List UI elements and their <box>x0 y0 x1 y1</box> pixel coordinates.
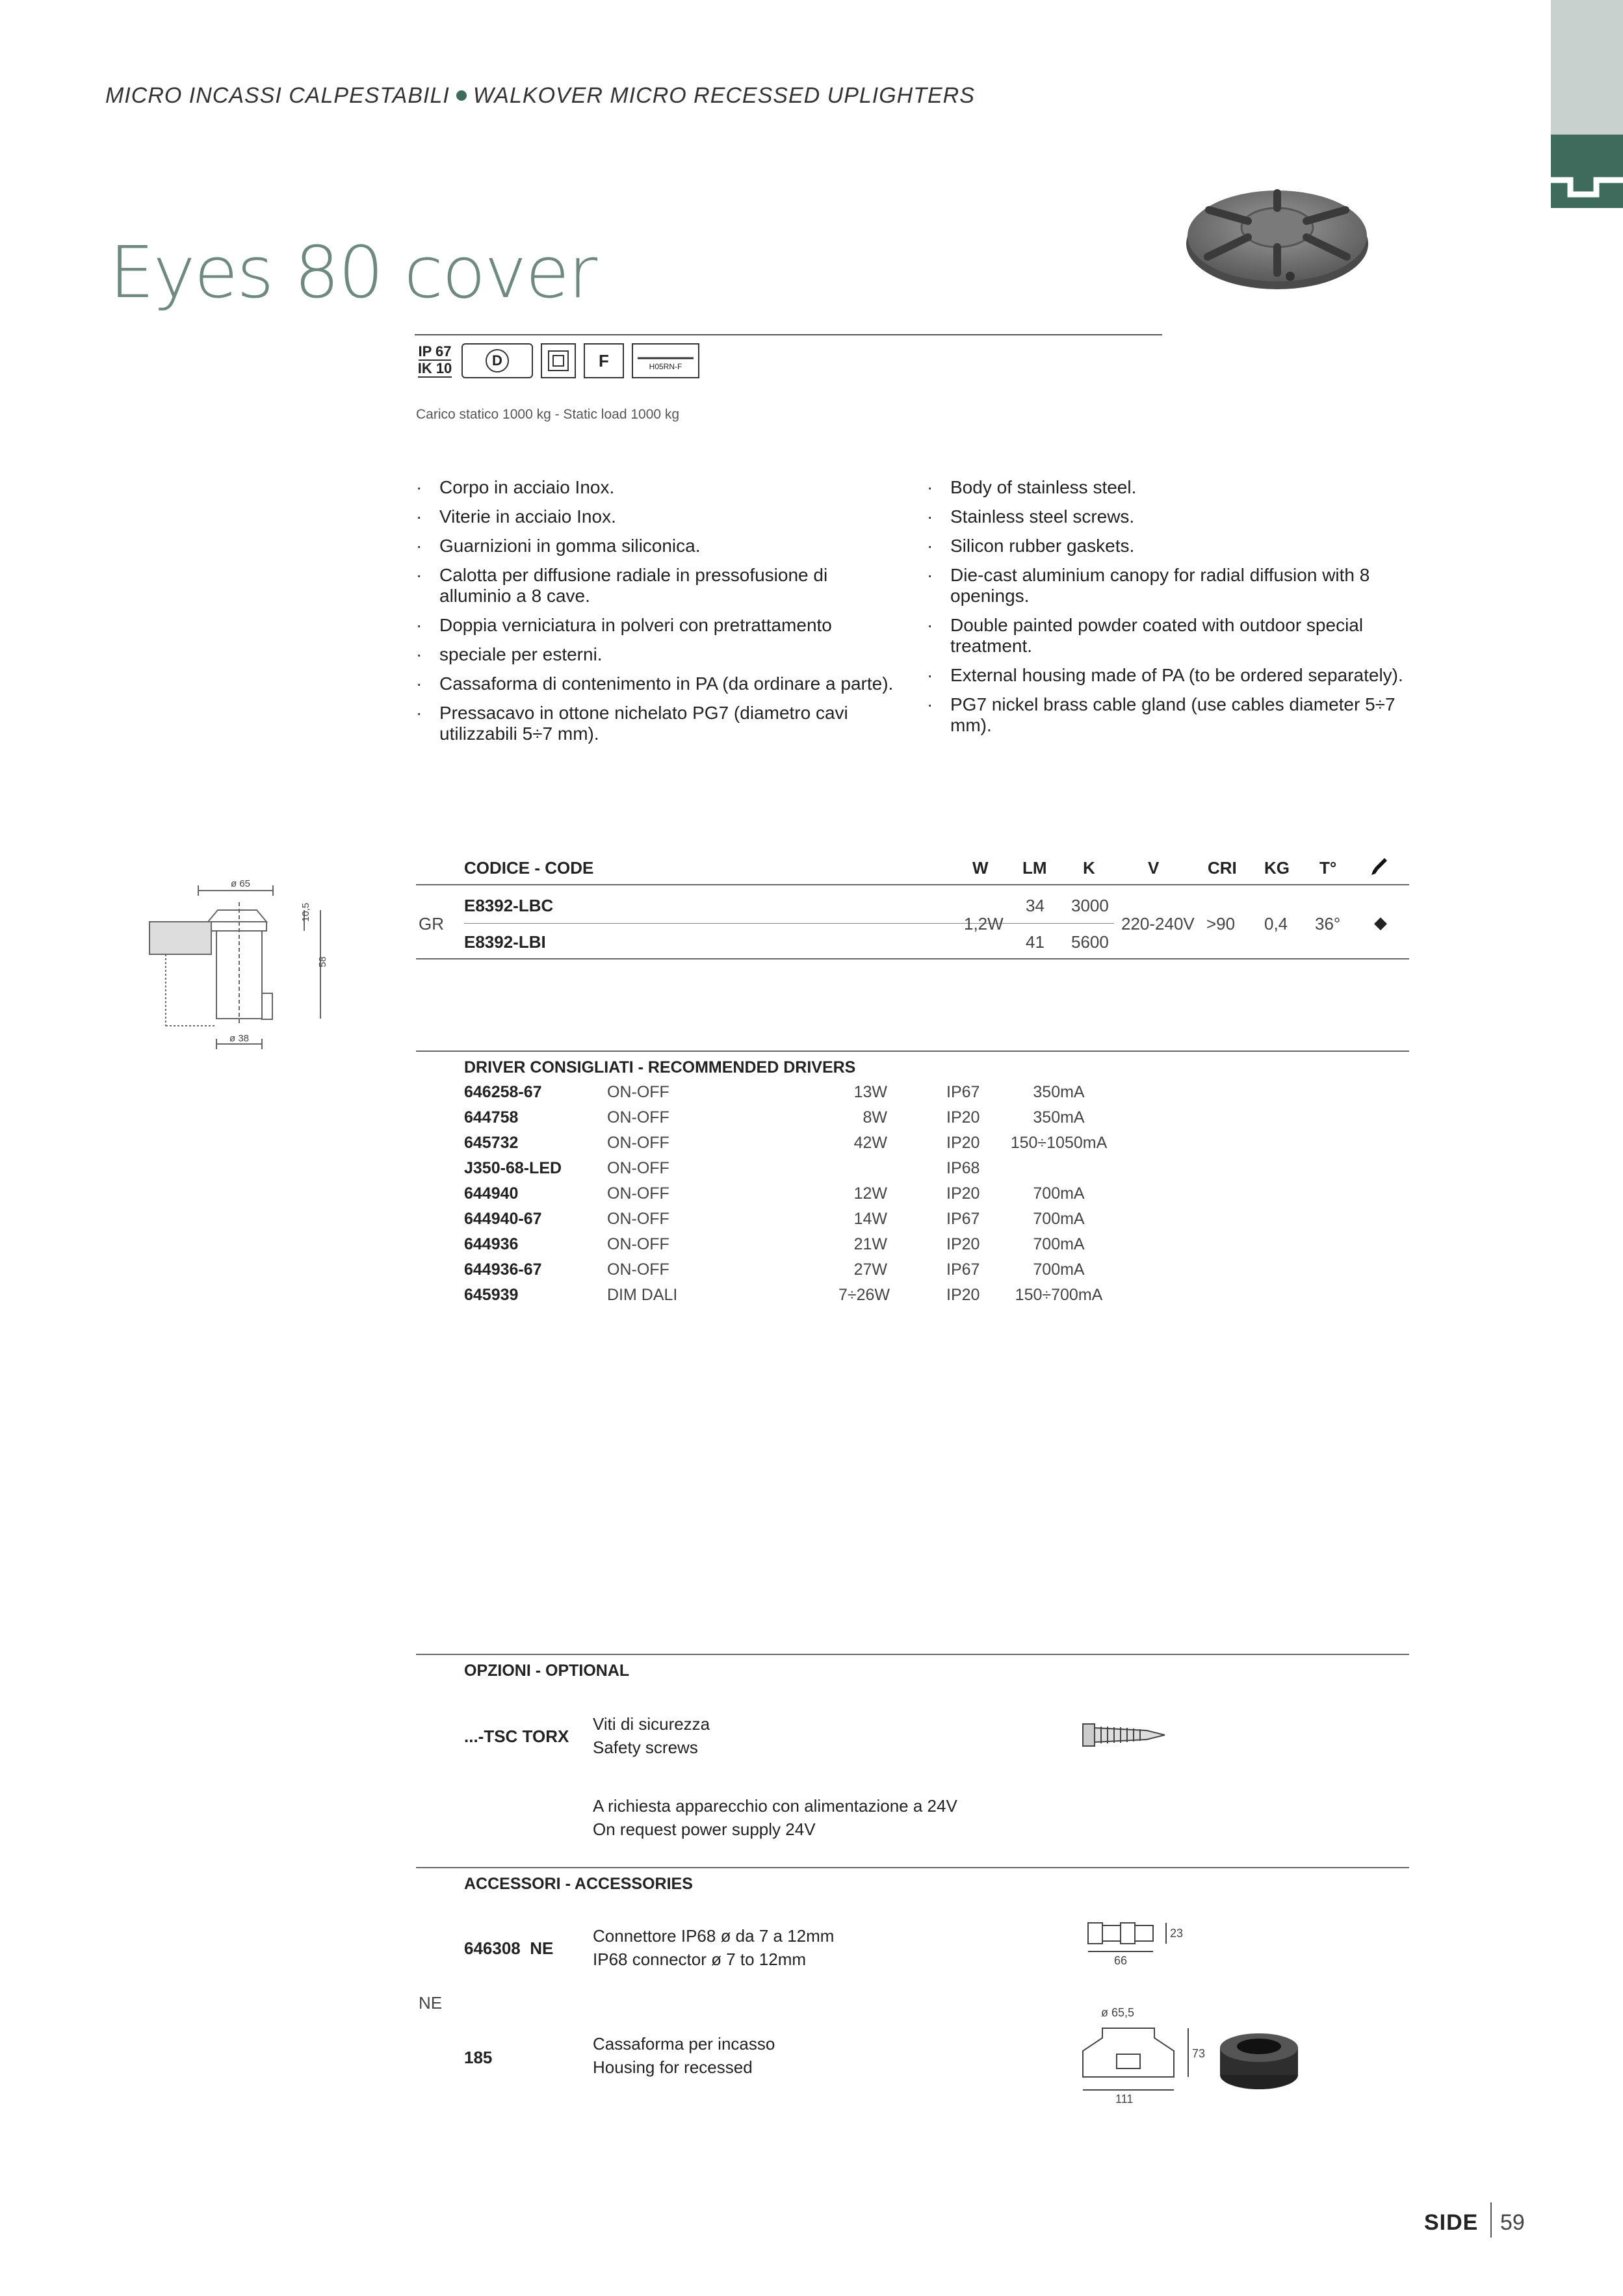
cable-icon <box>632 343 699 378</box>
driver-type: ON-OFF <box>607 1260 669 1279</box>
driver-code: 644940 <box>464 1184 519 1203</box>
th-lm: LM <box>1022 858 1047 878</box>
driver-w: 12W <box>853 1184 887 1203</box>
driver-type: ON-OFF <box>607 1235 669 1253</box>
driver-ip: IP67 <box>946 1083 980 1101</box>
footer-divider <box>1490 2202 1492 2237</box>
request-it: A richiesta apparecchio con alimentazione a 24V <box>593 1796 957 1816</box>
feature-item: · Die-cast aluminium canopy for radial diffusion with 8 openings. <box>927 565 1421 607</box>
th-w: W <box>972 858 989 878</box>
cell-kg: 0,4 <box>1264 914 1288 933</box>
driver-ma: 700mA <box>1033 1184 1085 1203</box>
tsc-en: Safety screws <box>593 1738 698 1757</box>
feature-item: · Body of stainless steel. <box>927 477 1421 498</box>
drivers-rule <box>416 1050 1409 1052</box>
cell-t: 36° <box>1315 914 1341 933</box>
housing-dim-w: 111 <box>1115 2093 1134 2106</box>
driver-code: 645939 <box>464 1286 519 1304</box>
driver-code: 644940-67 <box>464 1210 542 1228</box>
connector-it: Connettore IP68 ø da 7 a 12mm <box>593 1926 835 1946</box>
feature-item: · External housing made of PA (to be ordered separately). <box>927 665 1421 686</box>
connector-en: IP68 connector ø 7 to 12mm <box>593 1950 807 1969</box>
driver-row <box>464 1134 1179 1158</box>
th-k: K <box>1083 858 1095 878</box>
driver-w: 8W <box>863 1108 887 1127</box>
th-cri: CRI <box>1208 858 1237 878</box>
cable-line-icon <box>636 350 695 362</box>
th-t: T° <box>1319 858 1337 878</box>
cell-lm-lbc: 34 <box>1026 896 1045 915</box>
drawing-dim-top: ø 65 <box>231 878 251 889</box>
row-divider <box>464 923 1114 924</box>
feature-item: · Double painted powder coated with outdoor special treatment. <box>927 615 1421 657</box>
driver-row <box>464 1260 1179 1285</box>
connector-code <box>464 1938 553 1959</box>
driver-code: 644936-67 <box>464 1260 542 1279</box>
connector-drawing <box>1085 1918 1183 1970</box>
driver-w: 14W <box>853 1210 887 1228</box>
feature-item: · PG7 nickel brass cable gland (use cables diameter 5÷7 mm). <box>927 694 1421 736</box>
walkover-icon <box>1551 135 1623 208</box>
driver-row <box>464 1184 1179 1209</box>
driver-row <box>464 1210 1179 1234</box>
ip-rating: IP 67 <box>418 343 452 359</box>
accessories-rule <box>416 1867 1409 1868</box>
housing-en: Housing for recessed <box>593 2057 753 2077</box>
connector-dim-h: 23 <box>1170 1927 1183 1940</box>
driver-code: 646258-67 <box>464 1083 542 1101</box>
driver-type: ON-OFF <box>607 1108 669 1127</box>
housing-photo <box>1217 2022 1301 2093</box>
d-label: D <box>486 349 509 372</box>
feature-item: · Stainless steel screws. <box>927 506 1421 527</box>
driver-ma: 150÷700mA <box>1015 1286 1103 1304</box>
drivers-title: DRIVER CONSIGLIATI - RECOMMENDED DRIVERS <box>464 1058 856 1076</box>
finish-gr: GR <box>419 914 444 933</box>
driver-ip: IP20 <box>946 1286 980 1304</box>
driver-row <box>464 1235 1179 1260</box>
feature-item: · Viterie in acciaio Inox. <box>416 506 897 527</box>
driver-ip: IP20 <box>946 1184 980 1203</box>
driver-type: ON-OFF <box>607 1083 669 1101</box>
driver-ip: IP68 <box>946 1159 980 1177</box>
driver-w: 7÷26W <box>838 1286 890 1304</box>
driver-row <box>464 1286 1179 1311</box>
footer-brand: SIDE <box>1424 2210 1479 2235</box>
finish-brush-icon <box>1370 857 1388 876</box>
connector-finish: NE <box>530 1938 554 1958</box>
static-load: Carico statico 1000 kg - Static load 1000 kg <box>416 407 680 422</box>
driver-ma: 700mA <box>1033 1260 1085 1279</box>
driver-type: ON-OFF <box>607 1134 669 1152</box>
driver-row <box>464 1108 1179 1133</box>
technical-drawing <box>146 876 341 1053</box>
accessories-title: ACCESSORI - ACCESSORIES <box>464 1875 693 1893</box>
driver-ip: IP67 <box>946 1260 980 1279</box>
cell-cri: >90 <box>1206 914 1236 933</box>
th-kg: KG <box>1264 858 1290 878</box>
section-tab-icon <box>1551 135 1623 208</box>
feature-item: · speciale per esterni. <box>416 644 897 665</box>
title-rule <box>415 334 1162 335</box>
cell-v: 220-240V <box>1121 914 1195 933</box>
features-english <box>927 477 1421 744</box>
driver-ma: 150÷1050mA <box>1010 1134 1108 1152</box>
driver-type: ON-OFF <box>607 1184 669 1203</box>
header-italian: MICRO INCASSI CALPESTABILI <box>105 83 450 108</box>
ik-rating: IK 10 <box>417 360 452 376</box>
driver-code: 645732 <box>464 1134 519 1152</box>
housing-dim-d: ø 65,5 <box>1101 2006 1135 2019</box>
housing-it: Cassaforma per incasso <box>593 2034 775 2054</box>
connector-description <box>593 1924 834 1971</box>
certification-icons <box>416 343 699 382</box>
tsc-description <box>593 1712 710 1759</box>
cell-lm-lbi: 41 <box>1026 932 1045 952</box>
driver-code: 644936 <box>464 1235 519 1253</box>
driver-type: ON-OFF <box>607 1210 669 1228</box>
tsc-code: ...-TSC TORX <box>464 1727 569 1746</box>
optional-title: OPZIONI - OPTIONAL <box>464 1662 630 1680</box>
th-code: CODICE - CODE <box>464 858 594 878</box>
driver-code: 644758 <box>464 1108 519 1127</box>
driver-ip: IP20 <box>946 1235 980 1253</box>
page-header <box>105 83 975 109</box>
driver-w: 42W <box>853 1134 887 1152</box>
driver-ma: 700mA <box>1033 1235 1085 1253</box>
feature-item: · Doppia verniciatura in polveri con pretrattamento <box>416 615 897 636</box>
f-mark-icon <box>584 343 624 378</box>
features-italian <box>416 477 897 753</box>
optional-rule <box>416 1654 1409 1655</box>
table-rule-bottom <box>416 958 1409 959</box>
finish-ne: NE <box>419 1993 443 2013</box>
driver-ma: 700mA <box>1033 1210 1085 1228</box>
feature-item: · Pressacavo in ottone nichelato PG7 (diametro cavi utilizzabili 5÷7 mm). <box>416 703 897 744</box>
connector-code-num: 646308 <box>464 1938 521 1958</box>
header-english: WALKOVER MICRO RECESSED UPLIGHTERS <box>473 83 975 108</box>
page-number: 59 <box>1500 2210 1525 2235</box>
cable-label: H05RN-F <box>649 362 682 371</box>
driver-code: J350-68-LED <box>464 1159 562 1177</box>
feature-item: · Calotta per diffusione radiale in pressofusione di alluminio a 8 cave. <box>416 565 897 607</box>
drive-over-icon <box>461 343 533 378</box>
drawing-dim-bottom: ø 38 <box>229 1033 250 1044</box>
cell-w: 1,2W <box>964 914 1004 933</box>
table-rule <box>416 884 1409 885</box>
tsc-it: Viti di sicurezza <box>593 1714 710 1734</box>
torx-screw-icon <box>1082 1719 1166 1750</box>
connector-dim-w: 66 <box>1114 1954 1128 1967</box>
driver-w: 27W <box>853 1260 887 1279</box>
drawing-dim-h1: 10,5 <box>300 902 311 922</box>
drawing-dim-h2: 58 <box>317 956 328 967</box>
feature-item: · Guarnizioni in gomma siliconica. <box>416 536 897 556</box>
driver-type: DIM DALI <box>607 1286 678 1304</box>
driver-ip: IP20 <box>946 1134 980 1152</box>
driver-row <box>464 1083 1179 1108</box>
feature-item: · Corpo in acciaio Inox. <box>416 477 897 498</box>
cell-k-lbc: 3000 <box>1071 896 1109 915</box>
code-lbc: E8392-LBC <box>464 896 554 915</box>
product-photo <box>1183 159 1371 296</box>
driver-w: 21W <box>853 1235 887 1253</box>
request-note <box>593 1794 957 1841</box>
housing-description <box>593 2032 775 2079</box>
th-v: V <box>1148 858 1160 878</box>
feature-item: · Cassaforma di contenimento in PA (da ordinare a parte). <box>416 673 897 694</box>
class-ii-icon <box>541 343 576 378</box>
cell-k-lbi: 5600 <box>1071 932 1109 952</box>
driver-w: 13W <box>853 1083 887 1101</box>
housing-dim-h: 73 <box>1192 2047 1206 2060</box>
housing-code: 185 <box>464 2048 493 2067</box>
driver-row <box>464 1159 1179 1184</box>
driver-type: ON-OFF <box>607 1159 669 1177</box>
section-tab <box>1551 0 1623 135</box>
driver-ma: 350mA <box>1033 1083 1085 1101</box>
code-lbi: E8392-LBI <box>464 932 546 952</box>
driver-ma: 350mA <box>1033 1108 1085 1127</box>
driver-ip: IP67 <box>946 1210 980 1228</box>
housing-drawing <box>1076 2002 1206 2106</box>
cell-mark: ◆ <box>1374 913 1387 932</box>
f-label: F <box>599 350 609 371</box>
feature-item: · Silicon rubber gaskets. <box>927 536 1421 556</box>
driver-ip: IP20 <box>946 1108 980 1127</box>
ip-ik-rating <box>416 343 454 378</box>
request-en: On request power supply 24V <box>593 1820 816 1839</box>
header-dot <box>456 90 467 101</box>
product-title: Eyes 80 cover <box>109 231 597 314</box>
